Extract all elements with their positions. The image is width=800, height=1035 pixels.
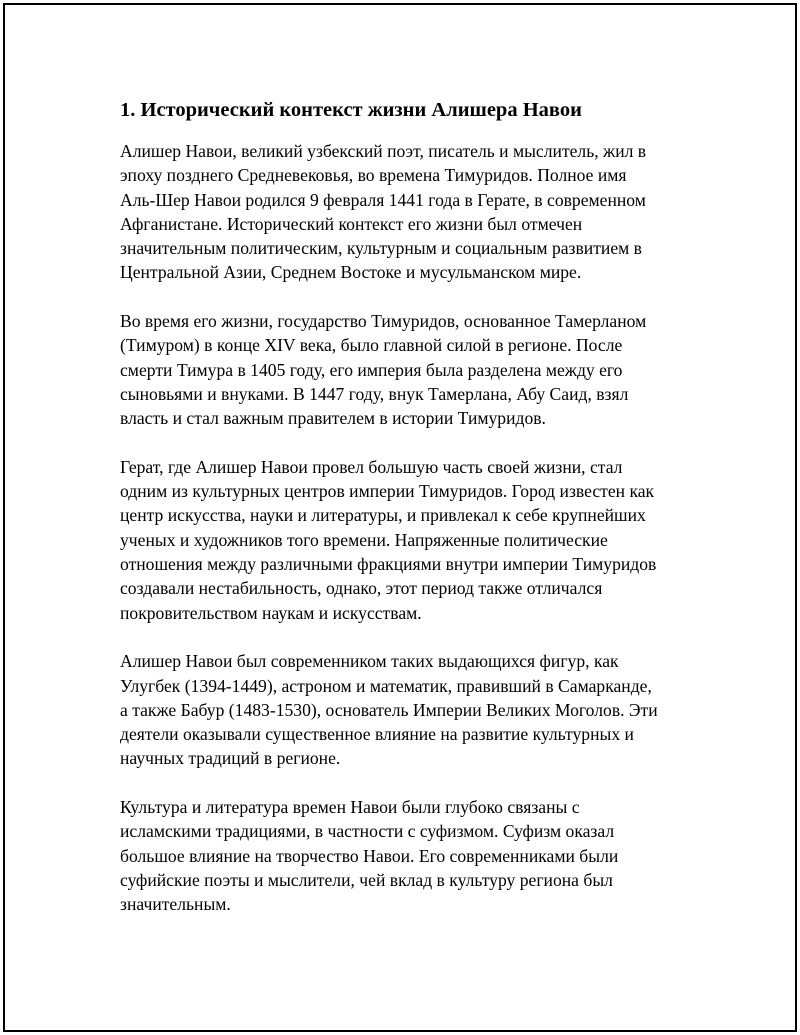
text-line: ученых и художников того времени. Напряженные политические bbox=[120, 529, 608, 550]
text-line: одним из культурных центров империи Тимуридов. Город известен как bbox=[120, 481, 655, 502]
text-line: Во время его жизни, государство Тимуридов, основанное Тамерланом bbox=[120, 311, 647, 332]
section-heading: 1. Исторический контекст жизни Алишера Навои bbox=[120, 99, 582, 121]
paragraph-5 bbox=[120, 795, 695, 916]
text-line: исламскими традициями, в частности с суфизмом. Суфизм оказал bbox=[120, 821, 615, 842]
text-line: Алишер Навои был современником таких выдающихся фигур, как bbox=[120, 651, 619, 672]
text-line: эпоху позднего Средневековья, во времена Тимуридов. Полное имя bbox=[120, 165, 627, 186]
text-line: деятели оказывали существенное влияние на развитие культурных и bbox=[120, 724, 634, 745]
text-line: Афганистане. Исторический контекст его жизни был отмечен bbox=[120, 213, 583, 234]
paragraph-3 bbox=[120, 455, 695, 625]
text-line: а также Бабур (1483-1530), основатель Империи Великих Моголов. Эти bbox=[120, 699, 658, 720]
text-line: большое влияние на творчество Навои. Его современниками были bbox=[120, 845, 619, 866]
paragraph-1 bbox=[120, 139, 695, 285]
text-line: Герат, где Алишер Навои провел большую часть своей жизни, стал bbox=[120, 456, 623, 477]
paragraph-4 bbox=[120, 649, 695, 770]
text-line: научных традиций в регионе. bbox=[120, 748, 341, 769]
text-line: покровительством наукам и искусствам. bbox=[120, 602, 422, 623]
text-line: значительным политическим, культурным и социальным развитием в bbox=[120, 238, 642, 259]
paragraph-2 bbox=[120, 309, 695, 430]
text-line: сыновьями и внуками. В 1447 году, внук Тамерлана, Абу Саид, взял bbox=[120, 383, 629, 404]
text-line: Аль-Шер Навои родился 9 февраля 1441 года в Герате, в современном bbox=[120, 189, 646, 210]
text-line: Центральной Азии, Среднем Востоке и мусульманском мире. bbox=[120, 262, 582, 283]
text-line: смерти Тимура в 1405 году, его империя была разделена между его bbox=[120, 359, 623, 380]
text-line: (Тимуром) в конце XIV века, было главной силой в регионе. После bbox=[120, 335, 623, 356]
text-line: Культура и литература времен Навои были глубоко связаны с bbox=[120, 797, 580, 818]
text-line: значительным. bbox=[120, 894, 231, 915]
text-line: создавали нестабильность, однако, этот период также отличался bbox=[120, 578, 603, 599]
text-line: центр искусства, науки и литературы, и привлекал к себе крупнейших bbox=[120, 505, 646, 526]
document-body bbox=[120, 85, 695, 941]
document-page bbox=[3, 3, 797, 1032]
text-line: суфийские поэты и мыслители, чей вклад в культуру региона был bbox=[120, 869, 613, 890]
text-line: власть и стал важным правителем в истории Тимуридов. bbox=[120, 408, 546, 429]
text-line: отношения между различными фракциями внутри империи Тимуридов bbox=[120, 554, 657, 575]
text-line: Улугбек (1394-1449), астроном и математик, правивший в Самарканде, bbox=[120, 675, 652, 696]
text-line: Алишер Навои, великий узбекский поэт, писатель и мыслитель, жил в bbox=[120, 141, 647, 161]
